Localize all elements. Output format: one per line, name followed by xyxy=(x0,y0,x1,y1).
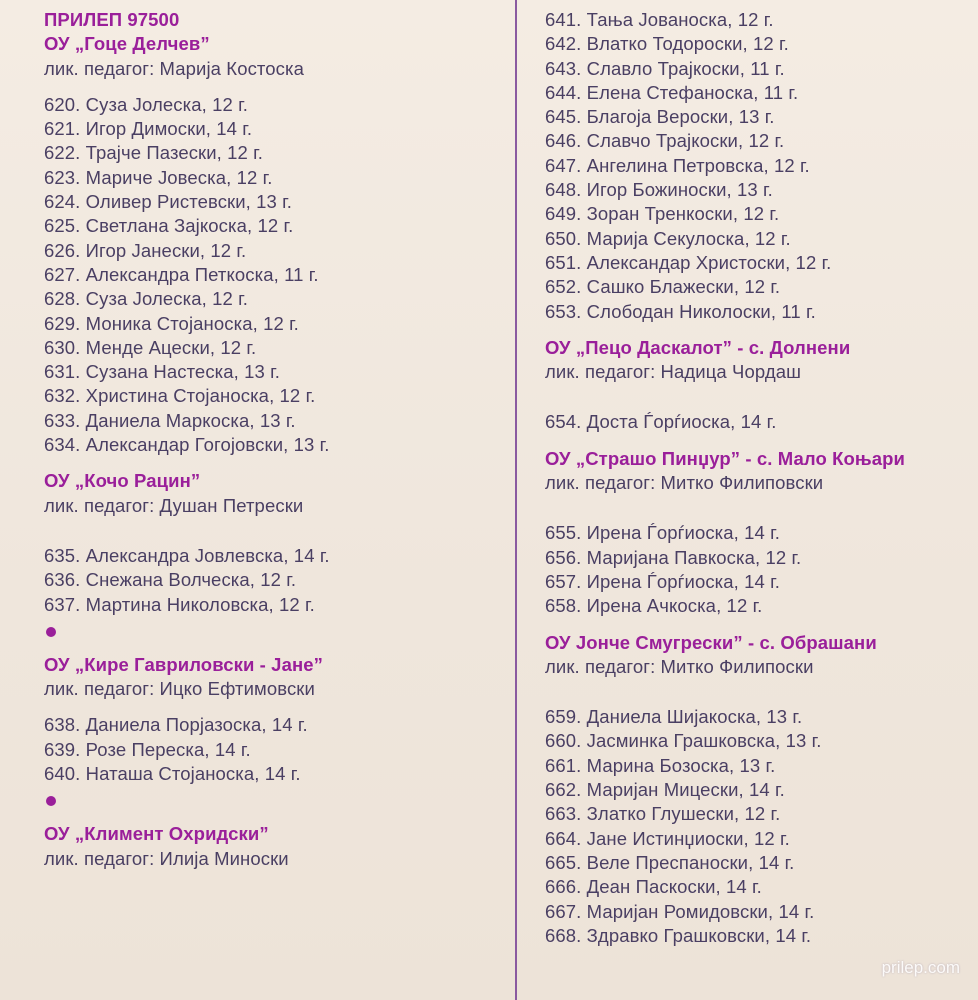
school-name: ОУ „Пецо Даскалот” - с. Долнени xyxy=(545,336,851,358)
list-item: 662. Маријан Мицески, 14 г. xyxy=(545,779,785,801)
list-item: 661. Марина Бозоска, 13 г. xyxy=(545,754,776,776)
list-item: 656. Маријана Павкоска, 12 г. xyxy=(545,546,802,568)
school-name: ОУ „Кочо Рацин” xyxy=(44,470,201,492)
list-item: 641. Тања Јованоска, 12 г. xyxy=(545,9,774,30)
list-item: 655. Ирена Ѓорѓиоска, 14 г. xyxy=(545,522,780,544)
list-item: 665. Веле Преспаноски, 14 г. xyxy=(545,851,795,873)
list-item: 624. Оливер Ристевски, 13 г. xyxy=(44,191,292,213)
right-column xyxy=(545,8,970,948)
pedagog-line: лик. педагог: Ицко Ефтимовски xyxy=(44,678,315,700)
list-item: 663. Златко Глушески, 12 г. xyxy=(545,803,781,825)
entry-list xyxy=(44,544,504,617)
list-item: 667. Маријан Ромидовски, 14 г. xyxy=(545,900,815,922)
list-item: 645. Благоја Вероски, 13 г. xyxy=(545,106,775,128)
list-item: 648. Игор Божиноски, 13 г. xyxy=(545,179,773,201)
list-item: 650. Марија Секулоска, 12 г. xyxy=(545,227,791,249)
school-name: ОУ „Гоце Делчев” xyxy=(44,33,210,55)
list-item: 647. Ангелина Петровска, 12 г. xyxy=(545,154,810,176)
list-item: 634. Александар Гогојовски, 13 г. xyxy=(44,434,330,456)
bullet-icon xyxy=(44,786,504,822)
list-item: 643. Славло Трајкоски, 11 г. xyxy=(545,57,785,79)
list-item: 637. Мартина Николовска, 12 г. xyxy=(44,593,315,615)
list-item: 625. Светлана Зајкоска, 12 г. xyxy=(44,215,294,237)
pedagog-line: лик. педагог: Митко Филипоски xyxy=(545,655,814,677)
list-item: 635. Александра Јовлевска, 14 г. xyxy=(44,544,330,566)
list-item: 642. Влатко Тодороски, 12 г. xyxy=(545,33,789,55)
list-item: 638. Даниела Порјазоска, 14 г. xyxy=(44,714,308,736)
list-item: 629. Моника Стојаноска, 12 г. xyxy=(44,312,299,334)
list-item: 659. Даниела Шијакоска, 13 г. xyxy=(545,706,803,728)
bullet-icon xyxy=(44,617,504,653)
pedagog-line: лик. педагог: Митко Филиповски xyxy=(545,472,824,494)
watermark: prilep.com xyxy=(881,958,960,977)
pedagog-line: лик. педагог: Илија Миноски xyxy=(44,847,289,869)
entry-list xyxy=(545,705,970,948)
list-item: 657. Ирена Ѓорѓиоска, 14 г. xyxy=(545,570,780,592)
entry-list xyxy=(545,521,970,618)
school-name: ОУ „Кире Гавриловски - Јане” xyxy=(44,653,323,675)
left-column xyxy=(44,8,504,871)
pedagog-line: лик. педагог: Душан Петрески xyxy=(44,494,304,516)
list-item: 621. Игор Димоски, 14 г. xyxy=(44,118,253,140)
list-item: 649. Зоран Тренкоски, 12 г. xyxy=(545,203,780,225)
entry-list xyxy=(44,713,504,786)
list-item: 654. Доста Ѓорѓиоска, 14 г. xyxy=(545,411,777,433)
list-item: 668. Здравко Грашковски, 14 г. xyxy=(545,924,812,946)
city-header: ПРИЛЕП 97500 xyxy=(44,9,180,30)
list-item: 627. Александра Петкоска, 11 г. xyxy=(44,263,319,285)
list-item: 646. Славчо Трајкоски, 12 г. xyxy=(545,130,785,152)
list-item: 626. Игор Јанески, 12 г. xyxy=(44,239,247,261)
list-item: 630. Менде Ацески, 12 г. xyxy=(44,336,257,358)
list-item: 631. Сузана Настеска, 13 г. xyxy=(44,361,280,383)
list-item: 622. Трајче Пазески, 12 г. xyxy=(44,142,264,164)
pedagog-line: лик. педагог: Надица Чордаш xyxy=(545,361,802,383)
list-item: 660. Јасминка Грашковска, 13 г. xyxy=(545,730,822,752)
list-item: 658. Ирена Ачкоска, 12 г. xyxy=(545,595,763,617)
column-divider xyxy=(515,0,517,1000)
list-item: 666. Деан Паскоски, 14 г. xyxy=(545,876,762,898)
list-item: 653. Слободан Николоски, 11 г. xyxy=(545,300,816,322)
list-item: 623. Мариче Јовеска, 12 г. xyxy=(44,166,273,188)
list-item: 632. Христина Стојаноска, 12 г. xyxy=(44,385,316,407)
list-item: 652. Сашко Блажески, 12 г. xyxy=(545,276,781,298)
list-item: 636. Снежана Волческа, 12 г. xyxy=(44,569,297,591)
list-item: 644. Елена Стефаноска, 11 г. xyxy=(545,81,799,103)
school-name: ОУ „Страшо Пинџур” - с. Мало Коњари xyxy=(545,447,906,469)
entry-list xyxy=(44,93,504,457)
school-name: ОУ Јонче Смугрески” - с. Обрашани xyxy=(545,631,877,653)
list-item: 620. Суза Јолеска, 12 г. xyxy=(44,93,248,115)
school-name: ОУ „Климент Охридски” xyxy=(44,823,269,845)
list-item: 628. Суза Јолеска, 12 г. xyxy=(44,288,248,310)
list-item: 639. Розе Переска, 14 г. xyxy=(44,738,251,760)
list-item: 640. Наташа Стојаноска, 14 г. xyxy=(44,763,301,785)
list-item: 664. Јане Истинџиоски, 12 г. xyxy=(545,827,790,849)
list-item: 633. Даниела Маркоска, 13 г. xyxy=(44,409,296,431)
pedagog-line: лик. педагог: Марија Костоска xyxy=(44,57,305,79)
list-item: 651. Александар Христоски, 12 г. xyxy=(545,251,832,273)
entry-list xyxy=(545,8,970,324)
